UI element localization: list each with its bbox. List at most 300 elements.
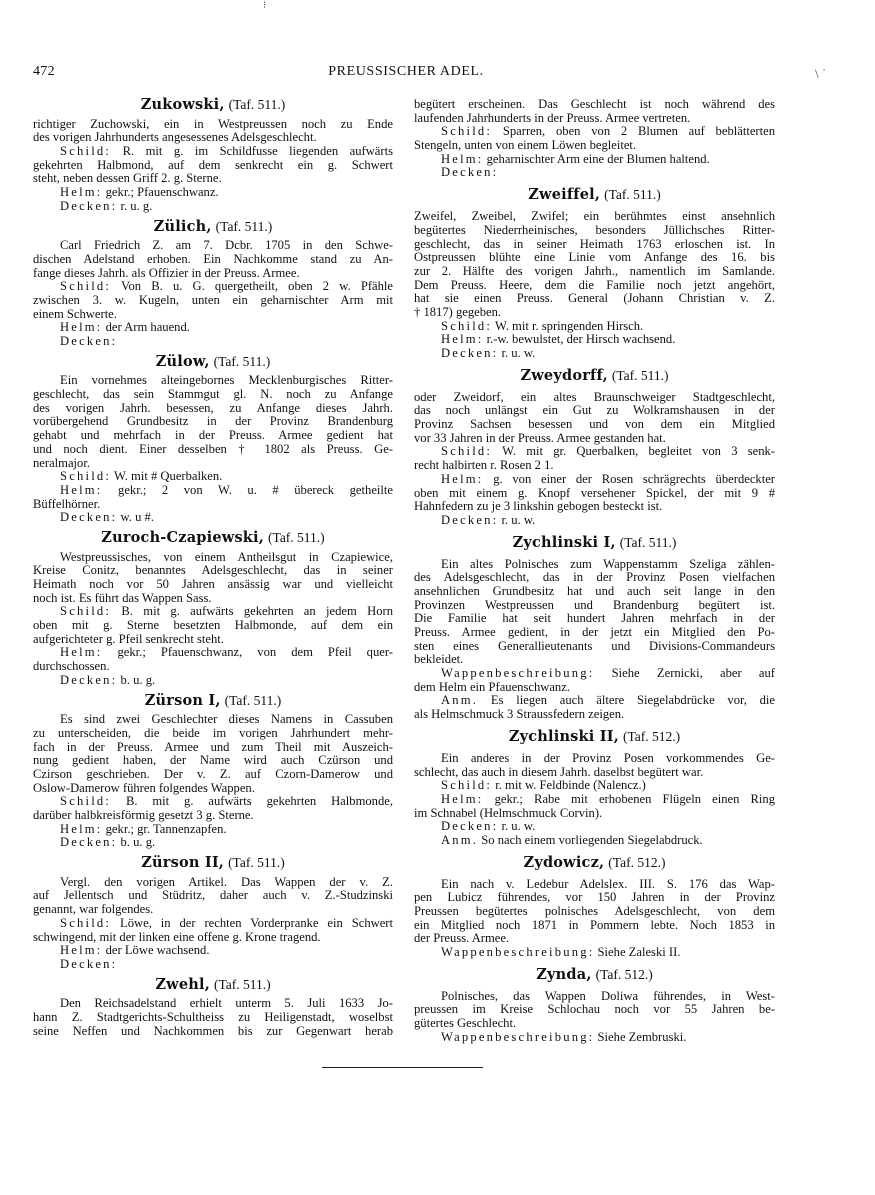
entry-heading [33, 688, 393, 714]
blazon-paragraph [414, 793, 775, 820]
blazon-label: Schild: [60, 144, 112, 159]
body-paragraph [33, 374, 393, 470]
line-text: begütert erscheinen. Das Geschlecht ist noch während des [414, 97, 775, 111]
body-paragraph [414, 878, 775, 946]
line-text: So nach einem vorliegenden Siegelabdruck. [478, 832, 703, 847]
line-text: des vorigen Jahrhunderts angesessenes Adelsgeschlecht. [33, 130, 317, 145]
blazon-paragraph [33, 470, 393, 484]
line-text: gekr.; Rabe mit erhobenen Flügeln einen Ring [483, 791, 775, 806]
line-text: r. u. g. [117, 198, 153, 213]
family-name: Zuroch-Czapiewski, [101, 528, 265, 546]
line-text: Löwe, in der rechten Vorderpranke ein Schwert [111, 915, 393, 930]
line-text: Den Reichsadelstand erhielt unterm 5. Juli 1633 Jo- [60, 996, 393, 1011]
blazon-label: Anm. [441, 693, 479, 708]
line-text: Oslow-Damerow führen folgendes Wappen. [33, 780, 255, 795]
text-line [414, 571, 775, 585]
line-text: noch ist. Es führt das Wappen Sass. [33, 590, 212, 605]
text-line [414, 347, 775, 361]
line-text: recht halbirten r. Rosen 2 1. [414, 458, 554, 473]
text-line [414, 599, 775, 613]
blazon-paragraph [33, 280, 393, 321]
blazon-label: Schild: [441, 778, 493, 793]
line-text: oben mit einem g. Knopf versehener Spickel, der mit 9 # [414, 485, 775, 500]
blazon-label: Schild: [441, 444, 493, 459]
blazon-label: Schild: [60, 469, 112, 484]
entry-heading [33, 525, 393, 551]
text-line [414, 708, 775, 722]
left-column [33, 92, 393, 1038]
text-line [414, 418, 775, 432]
line-text: Ein altes Polnisches zum Wappenstamm Szeliga zählen- [441, 556, 775, 571]
line-text: schwingend, mit der linken eine offene g. Krone tragend. [33, 929, 321, 944]
text-line [414, 779, 775, 793]
blazon-paragraph [414, 667, 775, 694]
line-text: w. u #. [117, 510, 154, 525]
body-paragraph [414, 391, 775, 446]
text-line [33, 741, 393, 755]
text-line [33, 917, 393, 931]
text-line [33, 889, 393, 903]
blazon-paragraph [414, 694, 775, 721]
text-line [414, 333, 775, 347]
text-line [33, 823, 393, 837]
plate-reference: (Taf. 511.) [604, 187, 661, 203]
text-line [33, 145, 393, 159]
page-number: 472 [33, 64, 55, 79]
right-column [414, 98, 775, 1045]
line-text: darüber halbkreisförmig gesetzt 3 g. Sterne. [33, 808, 254, 822]
line-text: seine Neffen und Nachkommen bis zur Gegenwart herab [33, 1023, 393, 1038]
blazon-paragraph [414, 1031, 775, 1045]
text-line [414, 694, 775, 708]
line-text: genannt, war folgendes. [33, 902, 154, 917]
blazon-paragraph [33, 511, 393, 525]
text-line [33, 294, 393, 308]
blazon-label: Helm: [60, 185, 103, 200]
plate-reference: (Taf. 512.) [622, 728, 681, 744]
text-line [414, 626, 775, 640]
text-line [33, 200, 393, 214]
line-text: im Schnabel (Helmschmuck Corvin). [414, 805, 603, 820]
entry-heading [33, 972, 393, 998]
entry-heading [414, 528, 775, 558]
body-paragraph [414, 752, 775, 779]
line-text: Czirson geschrieben. Der v. Z. auf Czorn-Damerow und [33, 766, 393, 781]
text-line [414, 292, 775, 306]
text-line [33, 1025, 393, 1039]
line-text: W. mit gr. Querbalken, begleitet von 3 senk- [492, 444, 775, 459]
scan-speck: \ ˈ [815, 66, 827, 81]
text-line [414, 500, 775, 514]
text-line [33, 374, 393, 388]
line-text: ansehnlichen Grundbesitz hat und auch seit lange in den [414, 583, 775, 598]
text-line [33, 186, 393, 200]
text-line [33, 131, 393, 145]
line-text: Westpreussisches, von einem Antheilsgut in Czapiewice, [60, 549, 393, 564]
line-text: gekehrten Halbmond, auf dem senkrecht ein g. Schwert [33, 157, 393, 172]
blazon-label: Schild: [60, 915, 112, 930]
text-line [414, 125, 775, 139]
blazon-label: Schild: [60, 279, 112, 294]
body-paragraph [33, 713, 393, 795]
text-line [33, 713, 393, 727]
blazon-paragraph [414, 166, 775, 180]
line-text: gekr.; gr. Tannenzapfen. [102, 821, 227, 836]
blazon-paragraph [33, 944, 393, 958]
line-text: gekr.; Pfauenschwanz, von dem Pfeil quer- [102, 645, 393, 660]
text-line [414, 404, 775, 418]
line-text: gütertes Geschlecht. [414, 1016, 517, 1031]
line-text: bekleidet. [414, 652, 464, 667]
text-line [33, 619, 393, 633]
text-line [414, 891, 775, 905]
text-line [414, 166, 775, 180]
line-text: zu unterscheiden, die beide im vorigen Jahrhundert mehr- [33, 725, 393, 740]
text-line [33, 457, 393, 471]
family-name: Zürson I, [144, 691, 221, 709]
blazon-label: Decken: [60, 956, 118, 971]
blazon-label: Schild: [60, 794, 112, 809]
plate-reference: (Taf. 511.) [215, 218, 273, 234]
blazon-label: Decken: [441, 346, 499, 360]
line-text: aufgerichteter g. Pfeil senkrecht steht. [33, 631, 224, 646]
text-line [33, 511, 393, 525]
text-line [414, 473, 775, 487]
line-text: schlecht, das auch in diesem Jahrh. daselbst begütert war. [414, 764, 704, 779]
plate-reference: (Taf. 511.) [213, 976, 271, 992]
text-line [414, 251, 775, 265]
blazon-paragraph [414, 320, 775, 334]
text-line [414, 459, 775, 473]
line-text: Preussen begütertes polnisches Adelsgeschlecht, von dem [414, 904, 775, 918]
line-text: preussen im Kreise Schlochau noch vor 55 Jahren be- [414, 1002, 775, 1017]
text-line [414, 1017, 775, 1031]
line-text: gekr.; 2 von W. u. # übereck getheilte [102, 482, 393, 497]
blazon-label: Decken: [60, 510, 118, 525]
blazon-label: Schild: [441, 124, 493, 139]
blazon-label: Decken: [441, 819, 499, 834]
text-line [33, 931, 393, 945]
line-text: des Adelsgeschlecht, das in der Provinz Posen vielfachen [414, 570, 775, 585]
family-name: Zychlinski I, [512, 533, 616, 551]
blazon-paragraph [33, 823, 393, 837]
text-line [33, 876, 393, 890]
blazon-label: Schild: [441, 318, 493, 333]
line-text: Ostpreussen blühte eine Linie vom Anfange des 16. bis [414, 250, 775, 265]
blazon-paragraph [33, 646, 393, 673]
blazon-label: Helm: [441, 151, 484, 166]
blazon-label: Wappenbeschreibung: [441, 945, 595, 960]
text-line [33, 809, 393, 823]
text-line [33, 578, 393, 592]
text-line [33, 159, 393, 173]
line-text: begütertes Niederrheinisches, besonders Jüllichsches Ritter- [414, 222, 775, 237]
text-line [33, 1011, 393, 1025]
line-text: als Helmschmuck 3 Straussfedern zeigen. [414, 707, 625, 722]
blazon-paragraph [414, 153, 775, 167]
body-paragraph [33, 876, 393, 917]
line-text: B. mit g. aufwärts gekehrten an jedem Horn [111, 604, 393, 619]
blazon-label: Helm: [60, 645, 103, 660]
scan-speck: ⁝ [263, 0, 267, 11]
line-text: Büffelhörner. [33, 496, 101, 511]
text-line [414, 612, 775, 626]
blazon-label: Decken: [60, 672, 118, 687]
entry-heading [414, 180, 775, 210]
line-text: r. mit w. Feldbinde (Nalencz.) [492, 778, 646, 793]
text-line [33, 795, 393, 809]
text-line [33, 498, 393, 512]
blazon-label: Wappenbeschreibung: [441, 1029, 595, 1044]
text-line [414, 878, 775, 892]
family-name: Zülow, [155, 352, 210, 370]
line-text: richtiger Zuchowski, ein in Westpreussen noch zu Ende [33, 116, 393, 131]
blazon-label: Decken: [60, 835, 118, 850]
blazon-label: Helm: [60, 943, 103, 958]
text-line [414, 98, 775, 112]
family-name: Zydowicz, [523, 853, 605, 871]
line-text: g. von einer der Rosen schrägrechts überdeckter [483, 471, 775, 486]
entry-heading [414, 960, 775, 990]
blazon-label: Decken: [60, 198, 118, 213]
line-text: oben mit g. Sterne besetzten Halbmonde, auf dem ein [33, 618, 393, 633]
text-line [414, 946, 775, 960]
line-text: Ein vornehmes alteingebornes Mecklenburgisches Ritter- [60, 373, 393, 388]
blazon-label: Helm: [60, 320, 103, 335]
text-line [33, 172, 393, 186]
line-text: R. mit g. im Schildfusse liegenden aufwärts [111, 144, 393, 159]
family-name: Zukowski, [140, 96, 225, 113]
line-text: zur 2. Hälfte des vorigen Jahrh., namentlich im Samlande. [414, 263, 775, 278]
text-line [414, 766, 775, 780]
entry-heading [414, 361, 775, 391]
line-text: Stengeln, unten von einem Löwen begleitet. [414, 138, 637, 153]
line-text: Vergl. den vorigen Artikel. Das Wappen der v. Z. [60, 874, 393, 889]
line-text: sten eines Generallieutenants und Divisions-Commandeurs [414, 638, 775, 653]
text-line [414, 640, 775, 654]
blazon-paragraph [414, 834, 775, 848]
line-text: oder Zweidorf, ein altes Braunschweiger Stadtgeschlecht, [414, 389, 775, 404]
text-line [414, 320, 775, 334]
line-text: b. u. g. [117, 672, 156, 687]
body-paragraph [414, 558, 775, 668]
line-text: r.-w. bewulstet, der Hirsch wachsend. [483, 332, 676, 347]
line-text: Von B. u. G. quergetheilt, oben 2 w. Pfähle [111, 279, 393, 294]
line-text: hat sie einen Preuss. General (Johann Christian v. Z. [414, 291, 775, 306]
blazon-paragraph [33, 795, 393, 822]
family-name: Zweiffel, [528, 186, 601, 204]
blazon-paragraph [414, 333, 775, 347]
line-text: auf Jellentsch und Stüdritz, daher auch v. Z.-Studzinski [33, 888, 393, 903]
text-line [33, 335, 393, 349]
text-line [414, 990, 775, 1004]
blazon-label: Wappenbeschreibung: [441, 666, 595, 681]
text-line [414, 1031, 775, 1045]
line-text: geharnischter Arm eine der Blumen haltend. [483, 151, 710, 166]
blazon-paragraph [33, 145, 393, 186]
line-text: der Löwe wachsend. [102, 943, 210, 958]
family-name: Zynda, [536, 965, 592, 983]
text-line [33, 646, 393, 660]
entry-heading [414, 722, 775, 752]
blazon-paragraph [414, 779, 775, 793]
text-line [33, 484, 393, 498]
entry-heading [33, 349, 393, 375]
line-text: einem Schwerte. [33, 306, 117, 321]
line-text: geschlecht, das sein Stammgut gl. N. noch zu Anfange [33, 387, 393, 402]
text-line [33, 443, 393, 457]
line-text: Provinzen Westpreussen und Brandenburg begütert ist. [414, 597, 775, 612]
running-title: PREUSSISCHER ADEL. [328, 64, 484, 79]
line-text: r. u. w. [498, 346, 536, 360]
text-line [414, 445, 775, 459]
line-text: r. u. w. [498, 819, 536, 834]
line-text: Es liegen auch ältere Siegelabdrücke vor, die [478, 693, 775, 708]
blazon-paragraph [33, 605, 393, 646]
family-name: Zürson II, [141, 854, 225, 872]
text-line [33, 388, 393, 402]
text-line [414, 752, 775, 766]
blazon-label: Anm. [441, 832, 479, 847]
text-line [414, 585, 775, 599]
line-text: vorübergehend Grundbesitz in der Provinz Brandenburg [33, 414, 393, 429]
blazon-paragraph [414, 473, 775, 514]
line-text: W. mit r. springenden Hirsch. [492, 318, 644, 333]
text-line [414, 432, 775, 446]
text-line [33, 267, 393, 281]
line-text: durchschossen. [33, 659, 110, 674]
text-line [33, 280, 393, 294]
text-line [33, 782, 393, 796]
text-line [414, 932, 775, 946]
text-line [414, 224, 775, 238]
blazon-paragraph [33, 958, 393, 972]
line-text: Hahnfedern zu je 3 linkshin gebogen besteckt ist. [414, 499, 663, 514]
blazon-paragraph [33, 335, 393, 349]
blazon-paragraph [33, 674, 393, 688]
text-line [33, 605, 393, 619]
plate-reference: (Taf. 511.) [224, 692, 282, 708]
text-line [414, 139, 775, 153]
plate-reference: (Taf. 511.) [213, 353, 271, 369]
line-text: zwischen 3. w. Kugeln, unten ein geharnischter Arm mit [33, 292, 393, 307]
text-line [33, 429, 393, 443]
blazon-label: Decken: [441, 165, 499, 180]
line-text: W. mit # Querbalken. [111, 469, 223, 484]
text-line [414, 306, 775, 320]
text-line [414, 514, 775, 528]
line-text: Zweifel, Zweibel, Zwifel; ein berühmtes einst ansehnlich [414, 209, 775, 224]
line-text: r. u. w. [498, 512, 536, 527]
family-name: Zweydorff, [520, 366, 608, 384]
line-text: Polnisches, das Wappen Doliwa führendes, in West- [441, 988, 775, 1003]
line-text: B. mit g. aufwärts gekehrten Halbmonde, [111, 794, 393, 809]
blazon-label: Helm: [441, 791, 484, 806]
line-text: neralmajor. [33, 455, 90, 470]
line-text: † 1817) gegeben. [414, 304, 502, 319]
line-text: dischen Adelstand erhoben. Ein Nachkomme stand zu An- [33, 251, 393, 266]
text-line [414, 834, 775, 848]
entry-heading [33, 214, 393, 240]
blazon-label: Helm: [60, 482, 103, 497]
line-text: b. u. g. [117, 835, 156, 850]
text-line [414, 558, 775, 572]
body-paragraph [33, 118, 393, 145]
blazon-paragraph [414, 347, 775, 361]
plate-reference: (Taf. 511.) [611, 367, 669, 383]
line-text: gekr.; Pfauenschwanz. [102, 185, 219, 200]
blazon-paragraph [414, 820, 775, 834]
text-line [414, 681, 775, 695]
blazon-paragraph [33, 484, 393, 511]
text-line [33, 674, 393, 688]
line-text: Die Familie hat seit hundert Jahren mehrfach in der [414, 611, 775, 626]
blazon-label: Schild: [60, 604, 112, 619]
line-text: Carl Friedrich Z. am 7. Dcbr. 1705 in den Schwe- [60, 238, 393, 253]
line-text: pen Lubicz führendes, vor 150 Jahren in der Provinz [414, 890, 775, 905]
body-paragraph [33, 997, 393, 1038]
blazon-paragraph [414, 445, 775, 472]
line-text: Heimath noch vor 50 Jahren ansässig war und vielleicht [33, 577, 393, 591]
text-line [33, 754, 393, 768]
blazon-paragraph [414, 946, 775, 960]
blazon-label: Decken: [60, 334, 118, 348]
blazon-label: Helm: [441, 471, 484, 486]
line-text: Kreise Conitz, benanntes Adelsgeschlecht, das in seiner [33, 563, 393, 578]
text-line [33, 836, 393, 850]
blazon-paragraph [33, 186, 393, 200]
line-text: Preuss. Armee gedient, in der jetzt ein Mitglied den Po- [414, 625, 775, 639]
text-line [33, 633, 393, 647]
line-text: Siehe Zembruski. [594, 1029, 687, 1044]
body-paragraph [33, 239, 393, 280]
text-line [33, 402, 393, 416]
line-text: geschlecht, das in seiner Heimath 1763 erloschen ist. In [414, 236, 775, 251]
line-text: vor 33 Jahren in der Preuss. Armee gestanden hat. [414, 430, 666, 445]
line-text: fach in der Preuss. Armee und zum Theil mit Auszeich- [33, 739, 393, 754]
text-line [414, 905, 775, 919]
text-line [414, 279, 775, 293]
text-line [33, 958, 393, 972]
family-name: Zülich, [153, 217, 212, 235]
end-rule [322, 1067, 483, 1068]
body-paragraph [33, 551, 393, 606]
family-name: Zwehl, [155, 975, 210, 993]
family-name: Zychlinski II, [508, 727, 619, 745]
text-line [33, 592, 393, 606]
text-line [414, 820, 775, 834]
text-line [414, 112, 775, 126]
line-text: steht, neben dessen Griff 2. g. Sterne. [33, 171, 222, 186]
line-text: des vorigen Jahrh. besessen, zu Anfange dieses Jahrh. [33, 400, 393, 415]
text-line [33, 321, 393, 335]
text-line [414, 653, 775, 667]
body-paragraph [414, 98, 775, 125]
text-line [33, 727, 393, 741]
text-line [33, 997, 393, 1011]
line-text: Siehe Zaleski II. [594, 945, 681, 960]
blazon-label: Helm: [441, 332, 484, 347]
plate-reference: (Taf. 512.) [595, 966, 653, 982]
text-line [414, 1003, 775, 1017]
line-text: laufenden Jahrhunderts in der Preuss. Armee vertreten. [414, 110, 691, 125]
text-line [414, 210, 775, 224]
text-line [33, 415, 393, 429]
line-text: dem Helm ein Pfauenschwanz. [414, 679, 570, 694]
text-line [33, 253, 393, 267]
line-text: der Preuss. Armee. [414, 931, 510, 946]
line-text: fange dieses Jahrh. als Offizier in der Preuss. Armee. [33, 265, 300, 280]
